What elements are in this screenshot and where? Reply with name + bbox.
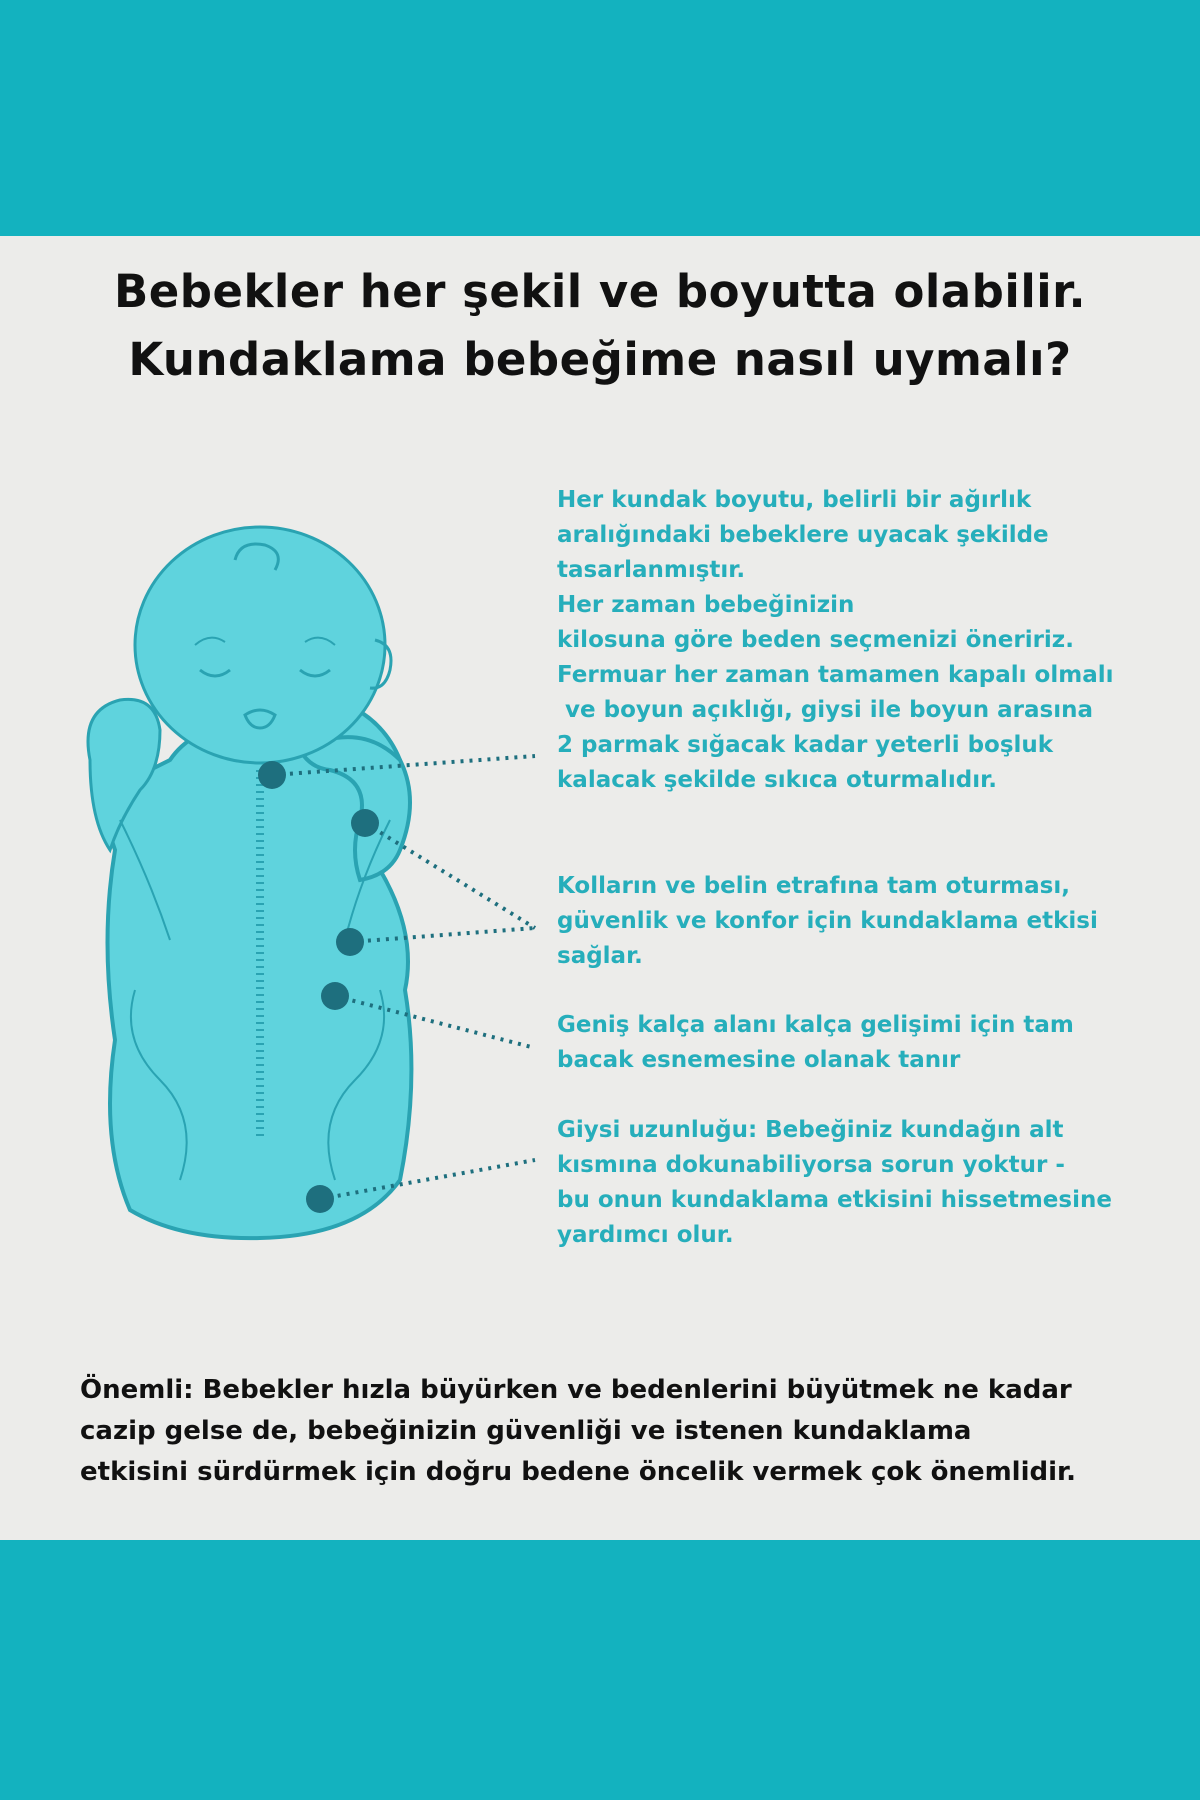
note-line: Giysi uzunluğu: Bebeğiniz kundağın alt xyxy=(557,1117,1064,1143)
bottom-banner xyxy=(0,1540,1200,1800)
note-line: bu onun kundaklama etkisini hissetmesine xyxy=(557,1187,1112,1213)
important-line: cazip gelse de, bebeğinizin güvenliği ve istenen kundaklama xyxy=(80,1416,972,1446)
page-title xyxy=(0,258,1200,394)
marker-hip xyxy=(321,982,349,1010)
marker-waist xyxy=(336,928,364,956)
note-line: sağlar. xyxy=(557,943,643,969)
top-banner xyxy=(0,0,1200,236)
note-line: bacak esnemesine olanak tanır xyxy=(557,1047,961,1073)
note-line: güvenlik ve konfor için kundaklama etkisi xyxy=(557,908,1098,934)
important-note xyxy=(80,1370,1180,1493)
note-line: 2 parmak sığacak kadar yeterli boşluk xyxy=(557,732,1054,758)
note-line: tasarlanmıştır. xyxy=(557,557,746,583)
note-line: Her zaman bebeğinizin xyxy=(557,592,855,618)
note-line: kısmına dokunabiliyorsa sorun yoktur - xyxy=(557,1152,1065,1178)
note-hip-area xyxy=(557,1008,1177,1078)
title-line-1: Bebekler her şekil ve boyutta olabilir. xyxy=(113,265,1087,318)
note-line: ve boyun açıklığı, giysi ile boyun arasına xyxy=(557,697,1093,723)
note-length xyxy=(557,1113,1177,1253)
note-line: kilosuna göre beden seçmenizi öneririz. xyxy=(557,627,1074,653)
note-line: Fermuar her zaman tamamen kapalı olmalı xyxy=(557,662,1114,688)
important-line: Önemli: Bebekler hızla büyürken ve bedenlerini büyütmek ne kadar xyxy=(80,1375,1072,1405)
important-line: etkisini sürdürmek için doğru bedene öncelik vermek çok önemlidir. xyxy=(80,1457,1077,1487)
marker-neck xyxy=(258,761,286,789)
note-line: kalacak şekilde sıkıca oturmalıdır. xyxy=(557,767,997,793)
note-line: aralığındaki bebeklere uyacak şekilde xyxy=(557,522,1049,548)
note-line: Her kundak boyutu, belirli bir ağırlık xyxy=(557,487,1032,513)
swaddled-baby-illustration xyxy=(60,520,580,1260)
title-line-2: Kundaklama bebeğime nasıl uymalı? xyxy=(128,333,1072,386)
note-line: Geniş kalça alanı kalça gelişimi için tam xyxy=(557,1012,1074,1038)
note-neck-fit xyxy=(557,483,1177,798)
note-arms-waist xyxy=(557,869,1177,974)
note-line: yardımcı olur. xyxy=(557,1222,734,1248)
marker-bottom xyxy=(306,1185,334,1213)
marker-arm xyxy=(351,809,379,837)
note-line: Kolların ve belin etrafına tam oturması, xyxy=(557,873,1070,899)
